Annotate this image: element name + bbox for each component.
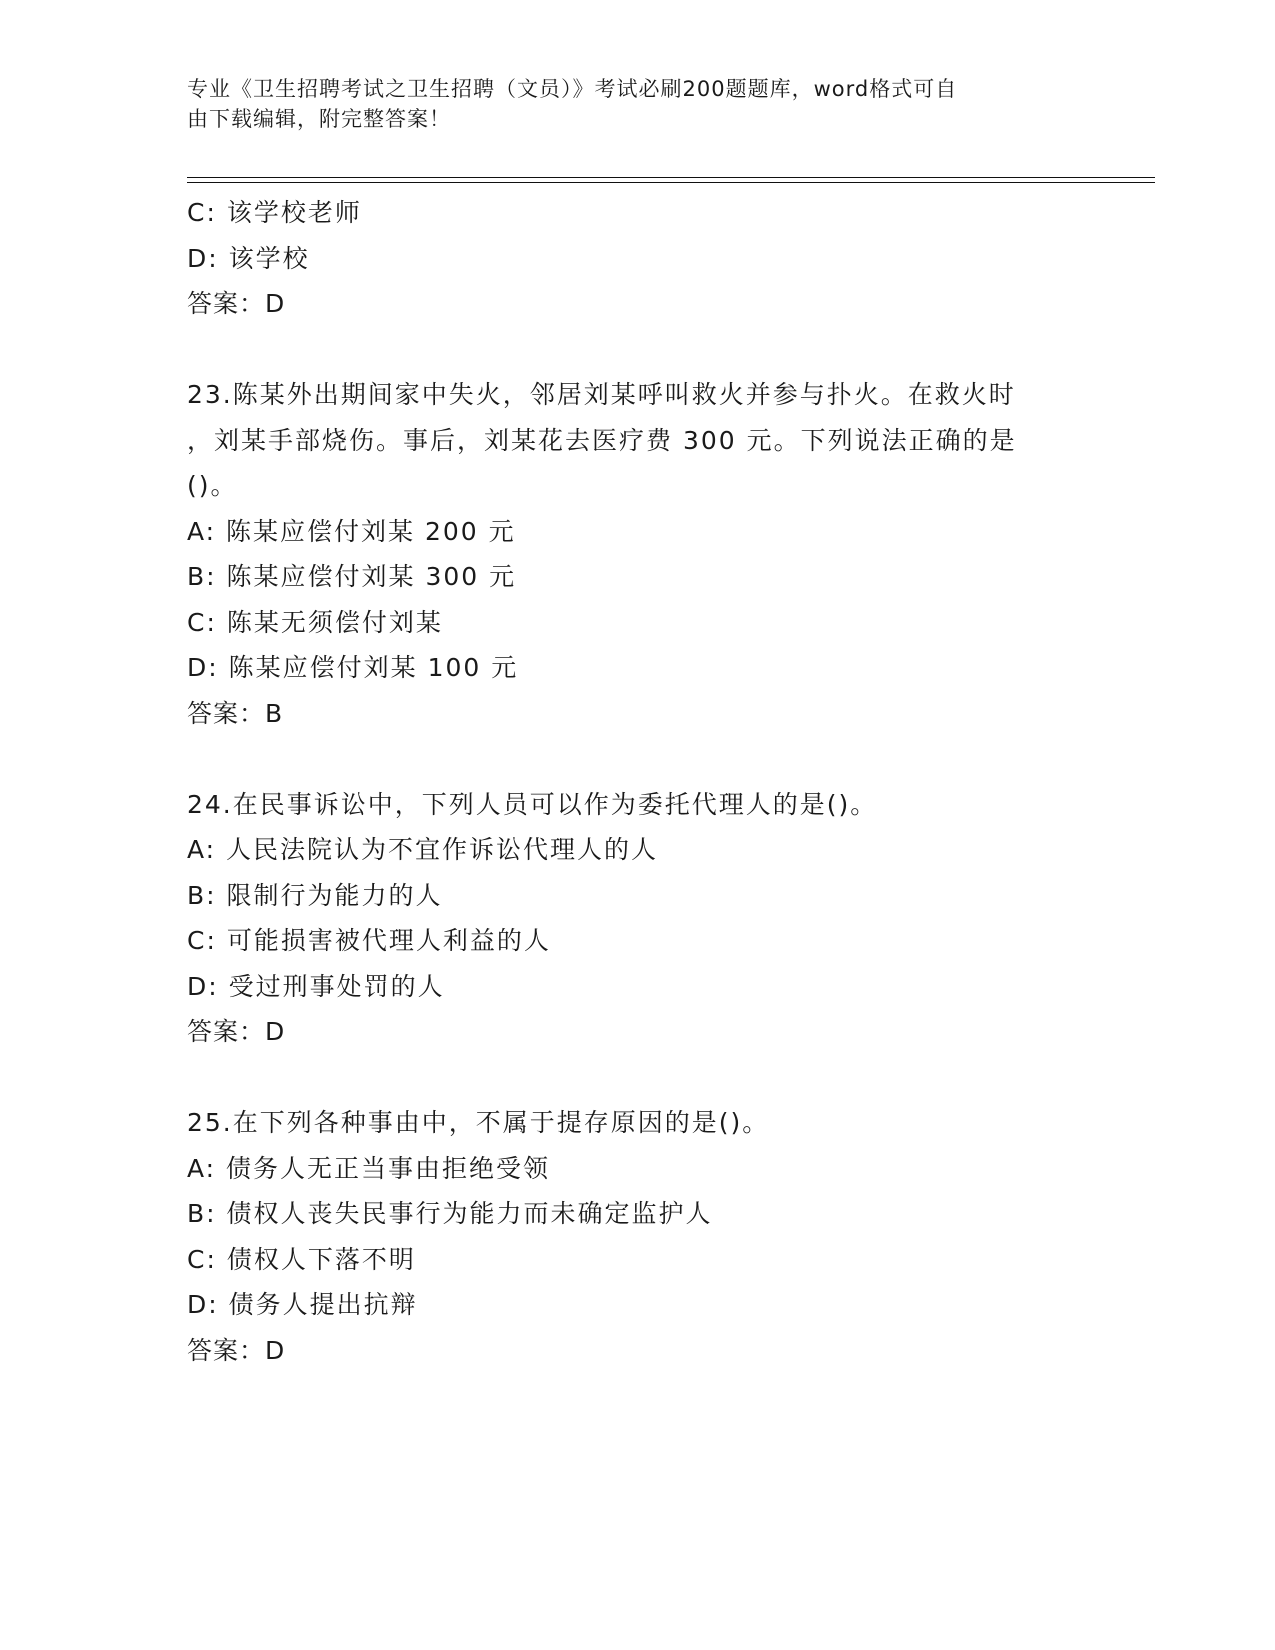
spacer bbox=[187, 1055, 1087, 1101]
option-d: D: 受过刑事处罚的人 bbox=[187, 971, 445, 1001]
header-line-2: 由下载编辑，附完整答案！ bbox=[187, 107, 451, 131]
question-24 bbox=[187, 782, 1087, 1055]
answer-line: 答案：D bbox=[187, 289, 286, 318]
option-c: C: 该学校老师 bbox=[187, 198, 362, 227]
answer-line: 答案：D bbox=[187, 1017, 286, 1046]
option-c: C: 可能损害被代理人利益的人 bbox=[187, 926, 551, 955]
question-23 bbox=[187, 372, 1087, 736]
option-b: B: 限制行为能力的人 bbox=[187, 880, 443, 910]
question-text-line: ，刘某手部烧伤。事后，刘某花去医疗费 300 元。下列说法正确的是 bbox=[187, 425, 1017, 455]
header-rule-top bbox=[187, 177, 1155, 178]
spacer bbox=[187, 327, 1087, 373]
question-text-line: 24.在民事诉讼中，下列人员可以作为委托代理人的是()。 bbox=[187, 789, 878, 819]
option-b: B: 陈某应偿付刘某 300 元 bbox=[187, 562, 517, 591]
header-line-1: 专业《卫生招聘考试之卫生招聘（文员）》考试必刷200题题库，word格式可自 bbox=[187, 77, 958, 101]
option-c: C: 陈某无须偿付刘某 bbox=[187, 607, 443, 637]
document-header bbox=[187, 74, 1067, 134]
option-d: D: 债务人提出抗辩 bbox=[187, 1290, 418, 1319]
header-rule-bottom bbox=[187, 182, 1155, 183]
option-d: D: 该学校 bbox=[187, 243, 310, 273]
option-a: A: 陈某应偿付刘某 200 元 bbox=[187, 516, 516, 546]
option-b: B: 债权人丧失民事行为能力而未确定监护人 bbox=[187, 1199, 713, 1228]
answer-line: 答案：D bbox=[187, 1335, 286, 1365]
answer-line: 答案：B bbox=[187, 698, 284, 728]
option-a: A: 人民法院认为不宜作诉讼代理人的人 bbox=[187, 835, 659, 864]
question-text-line: ()。 bbox=[187, 471, 238, 500]
question-text-line: 25.在下列各种事由中，不属于提存原因的是()。 bbox=[187, 1108, 770, 1137]
question-22-continued bbox=[187, 190, 1087, 327]
option-d: D: 陈某应偿付刘某 100 元 bbox=[187, 653, 519, 682]
question-25 bbox=[187, 1100, 1087, 1373]
option-a: A: 债务人无正当事由拒绝受领 bbox=[187, 1153, 551, 1183]
question-text-line: 23.陈某外出期间家中失火，邻居刘某呼叫救火并参与扑火。在救火时 bbox=[187, 380, 1016, 409]
question-list bbox=[187, 190, 1087, 1373]
option-c: C: 债权人下落不明 bbox=[187, 1244, 416, 1274]
spacer bbox=[187, 736, 1087, 782]
